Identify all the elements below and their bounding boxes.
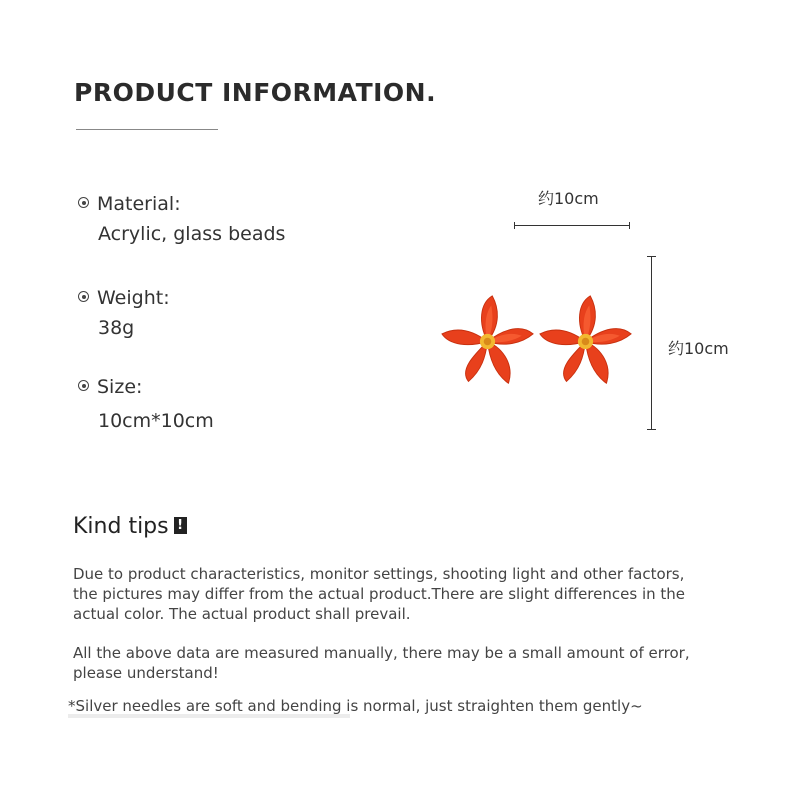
page-title: PRODUCT INFORMATION. (74, 78, 437, 107)
flower-earring-left-icon (440, 294, 535, 389)
spec-value: 38g (98, 317, 135, 339)
height-dimension-line (651, 256, 652, 430)
bullet-icon (78, 197, 89, 208)
spec-material (78, 193, 285, 245)
spec-label: Size: (97, 376, 143, 398)
kind-tips-heading (73, 514, 187, 539)
width-dimension-line (514, 225, 630, 226)
bullet-icon (78, 291, 89, 302)
width-dimension-label: 约10cm (538, 189, 599, 208)
spec-value: Acrylic, glass beads (98, 223, 286, 245)
kind-tips-title: Kind tips (73, 514, 169, 539)
tips-paragraph-1: Due to product characteristics, monitor settings, shooting light and other factors, the pictures may differ from the actual product.There are slight differences in the actual color. The actual product shall prevail. (73, 565, 685, 623)
tips-paragraph-2: All the above data are measured manually, there may be a small amount of error, please understand! (73, 644, 690, 682)
spec-value: 10cm*10cm (98, 410, 214, 432)
exclamation-icon: ! (174, 517, 187, 534)
flower-earring-right-icon (538, 294, 633, 389)
height-dimension-label: 约10cm (668, 339, 729, 358)
bullet-icon (78, 380, 89, 391)
silver-needle-note: *Silver needles are soft and bending is normal, just straighten them gently~ (68, 697, 643, 715)
spec-size (78, 376, 214, 432)
spec-label: Material: (97, 193, 181, 215)
spec-weight (78, 287, 170, 339)
title-divider (76, 129, 218, 130)
spec-label: Weight: (97, 287, 170, 309)
